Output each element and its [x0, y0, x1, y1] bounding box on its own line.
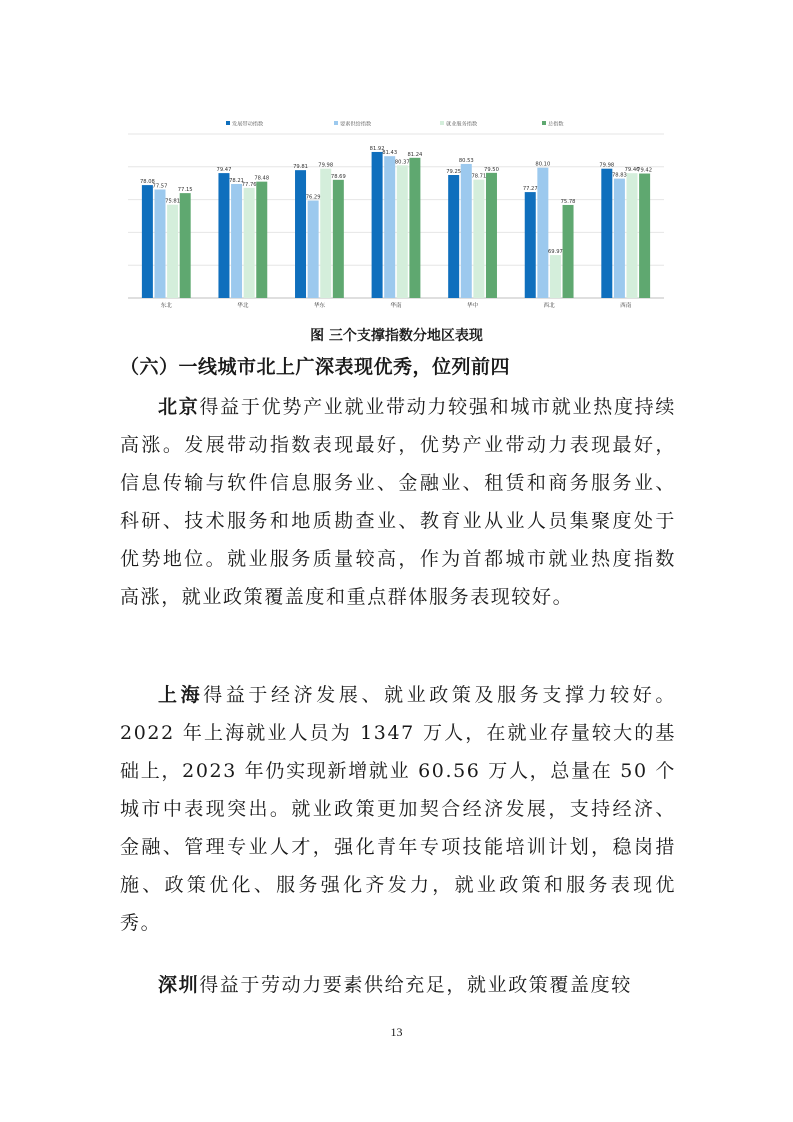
- data-label: 77.27: [522, 186, 538, 193]
- data-label: 79.46: [624, 167, 640, 174]
- category-label: 西北: [543, 303, 555, 309]
- data-label: 77.76: [241, 181, 257, 188]
- data-label: 78.21: [229, 177, 244, 184]
- bar: [167, 205, 178, 298]
- data-label: 77.57: [152, 183, 168, 190]
- paragraph-text: 得益于劳动力要素供给充足，就业政策覆盖度较: [199, 974, 632, 996]
- bar: [448, 175, 459, 298]
- data-label: 79.25: [446, 169, 462, 175]
- bar: [244, 188, 255, 298]
- paragraph-beijing: [120, 388, 676, 616]
- bar: [218, 173, 229, 298]
- data-label: 75.81: [165, 198, 181, 205]
- bar: [525, 192, 536, 298]
- data-label: 76.29: [305, 194, 321, 201]
- bar: [231, 184, 242, 298]
- data-label: 79.98: [599, 162, 615, 169]
- bar: [473, 180, 484, 298]
- legend-label: 总指数: [548, 121, 564, 128]
- data-label: 77.15: [177, 187, 193, 194]
- legend-swatch: [226, 121, 230, 125]
- paragraph-shanghai: [120, 676, 676, 942]
- bar: [409, 158, 420, 298]
- bar: [563, 205, 574, 298]
- bar: [256, 182, 267, 298]
- category-label: 东北: [160, 303, 172, 309]
- data-label: 81.24: [407, 151, 423, 158]
- data-label: 78.69: [330, 173, 346, 180]
- data-label: 69.97: [548, 249, 563, 256]
- data-label: 78.08: [139, 179, 155, 186]
- legend-label: 就业服务指数: [446, 121, 478, 128]
- data-label: 80.53: [458, 157, 474, 164]
- bar: [308, 201, 319, 298]
- bar: [180, 193, 191, 298]
- data-label: 79.81: [293, 164, 308, 171]
- category-label: 华南: [390, 303, 402, 309]
- bar: [295, 170, 306, 298]
- bar: [614, 179, 625, 298]
- legend-swatch: [334, 121, 338, 125]
- bar: [601, 169, 612, 298]
- category-label: 华北: [237, 303, 249, 309]
- paragraph-lead: 深圳: [158, 974, 200, 996]
- data-label: 79.50: [484, 166, 499, 173]
- page-number: 13: [390, 1025, 403, 1039]
- bar: [461, 164, 472, 298]
- paragraph-lead: 上海: [158, 684, 204, 706]
- paragraph-text: 得益于经济发展、就业政策及服务支撑力较好。2022 年上海就业人员为 1347 万人，在就业存量较大的基础上，2023 年仍实现新增就业 60.56 万人，总量在 50 个城市中表现突出。就业政策更加契合经济发展，支持经济、金融、管理专业人才，强化青年专项技能培训计划，稳岗措施、政策优化、服务强化齐发力，就业政策和服务表现优秀。: [120, 684, 676, 934]
- data-label: 81.92: [369, 145, 385, 152]
- paragraph-lead: 北京: [158, 396, 200, 418]
- bar: [486, 173, 497, 298]
- bar: [154, 190, 165, 298]
- section-heading: （六）一线城市北上广深表现优秀，位列前四: [120, 356, 511, 378]
- data-label: 78.71: [471, 173, 487, 180]
- legend-swatch: [542, 121, 546, 125]
- data-label: 80.37: [394, 159, 410, 166]
- legend-swatch: [440, 121, 444, 125]
- bar: [384, 156, 395, 298]
- data-label: 78.83: [611, 172, 627, 179]
- data-label: 80.10: [535, 161, 551, 168]
- data-label: 79.47: [216, 167, 232, 174]
- legend-label: 要素供给指数: [340, 121, 372, 128]
- data-label: 79.42: [637, 167, 653, 174]
- bar: [333, 180, 344, 298]
- bar: [142, 185, 153, 298]
- category-label: 华东: [313, 303, 326, 309]
- category-label: 华中: [466, 303, 479, 309]
- bar: [550, 255, 561, 298]
- bar: [320, 169, 331, 298]
- figure-caption: 图 三个支撑指数分地区表现: [310, 328, 483, 344]
- data-label: 79.98: [318, 162, 334, 169]
- regional-index-bar-chart: [122, 112, 670, 317]
- bar: [627, 173, 638, 298]
- data-label: 78.48: [254, 175, 270, 182]
- legend-label: 发展带动指数: [232, 121, 264, 128]
- bar: [537, 168, 548, 298]
- data-label: 81.43: [382, 150, 398, 157]
- paragraph-shenzhen: [120, 966, 676, 1004]
- paragraph-text: 得益于优势产业就业带动力较强和城市就业热度持续高涨。发展带动指数表现最好，优势产业带动力表现最好，信息传输与软件信息服务业、金融业、租赁和商务服务业、科研、技术服务和地质勘查业、教育业从业人员集聚度处于优势地位。就业服务质量较高，作为首都城市就业热度指数高涨，就业政策覆盖度和重点群体服务表现较好。: [120, 396, 676, 608]
- bar: [397, 165, 408, 298]
- category-label: 西南: [620, 303, 632, 309]
- bar: [372, 152, 383, 298]
- data-label: 75.78: [560, 198, 576, 205]
- bar: [639, 174, 650, 298]
